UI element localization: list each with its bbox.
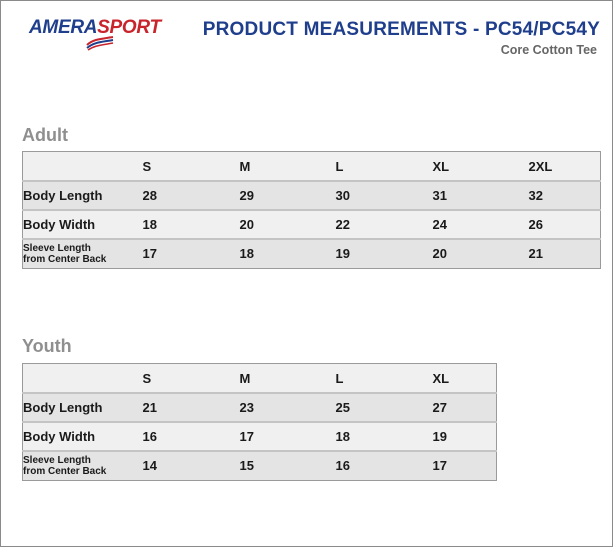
measurement-cell: 30 bbox=[336, 181, 433, 210]
flag-swoosh-icon bbox=[85, 35, 115, 51]
size-header: M bbox=[240, 364, 336, 394]
measurement-cell: 19 bbox=[433, 422, 497, 451]
row-label-line: from Center Back bbox=[23, 465, 107, 477]
page-title: PRODUCT MEASUREMENTS - PC54/PC54Y bbox=[202, 19, 600, 40]
measurement-cell: 19 bbox=[336, 239, 433, 268]
amerasport-logo bbox=[29, 17, 169, 57]
measurement-cell: 16 bbox=[143, 422, 240, 451]
row-label: Body Width bbox=[23, 210, 143, 239]
row-label bbox=[23, 239, 143, 268]
row-label: Body Width bbox=[23, 422, 143, 451]
measurement-cell: 17 bbox=[433, 451, 497, 480]
measurement-cell: 22 bbox=[336, 210, 433, 239]
measurement-cell: 25 bbox=[336, 393, 433, 422]
size-header: XL bbox=[433, 364, 497, 394]
measurement-cell: 17 bbox=[240, 422, 336, 451]
row-label: Body Length bbox=[23, 393, 143, 422]
measurement-cell: 20 bbox=[433, 239, 529, 268]
table-header-row bbox=[23, 364, 497, 394]
size-header: M bbox=[240, 152, 336, 182]
measurement-cell: 29 bbox=[240, 181, 336, 210]
size-header: L bbox=[336, 364, 433, 394]
table-header-row bbox=[23, 152, 601, 182]
row-label-line: Sleeve Length bbox=[23, 454, 91, 466]
measurement-cell: 20 bbox=[240, 210, 336, 239]
row-label-line: Sleeve Length bbox=[23, 242, 91, 254]
measurement-cell: 18 bbox=[336, 422, 433, 451]
measurement-cell: 28 bbox=[143, 181, 240, 210]
measurement-cell: 15 bbox=[240, 451, 336, 480]
size-header: XL bbox=[433, 152, 529, 182]
table-row bbox=[23, 393, 497, 422]
header-corner-cell bbox=[23, 364, 143, 394]
header-corner-cell bbox=[23, 152, 143, 182]
size-header: S bbox=[143, 152, 240, 182]
table-row bbox=[23, 422, 497, 451]
measurement-cell: 31 bbox=[433, 181, 529, 210]
row-label bbox=[23, 451, 143, 480]
page-subtitle: Core Cotton Tee bbox=[500, 43, 597, 57]
measurement-cell: 23 bbox=[240, 393, 336, 422]
row-label: Body Length bbox=[23, 181, 143, 210]
measurement-cell: 24 bbox=[433, 210, 529, 239]
table-row bbox=[23, 239, 601, 268]
measurement-cell: 32 bbox=[529, 181, 601, 210]
size-header: 2XL bbox=[529, 152, 601, 182]
row-label-line: from Center Back bbox=[23, 253, 107, 265]
measurement-cell: 26 bbox=[529, 210, 601, 239]
section-title-adult: Adult bbox=[22, 125, 68, 145]
measurement-cell: 18 bbox=[240, 239, 336, 268]
logo-wordmark-sport: SPORT bbox=[97, 17, 161, 38]
size-header: L bbox=[336, 152, 433, 182]
table-row bbox=[23, 210, 601, 239]
youth-size-table bbox=[22, 363, 497, 481]
measurement-cell: 21 bbox=[143, 393, 240, 422]
measurement-cell: 27 bbox=[433, 393, 497, 422]
measurement-cell: 14 bbox=[143, 451, 240, 480]
measurement-cell: 21 bbox=[529, 239, 601, 268]
logo-wordmark-amera: AMERA bbox=[29, 17, 98, 38]
adult-size-table bbox=[22, 151, 601, 269]
size-header: S bbox=[143, 364, 240, 394]
measurement-cell: 16 bbox=[336, 451, 433, 480]
section-title-youth: Youth bbox=[22, 336, 72, 356]
measurement-cell: 17 bbox=[143, 239, 240, 268]
table-row bbox=[23, 181, 601, 210]
table-row bbox=[23, 451, 497, 480]
measurement-cell: 18 bbox=[143, 210, 240, 239]
